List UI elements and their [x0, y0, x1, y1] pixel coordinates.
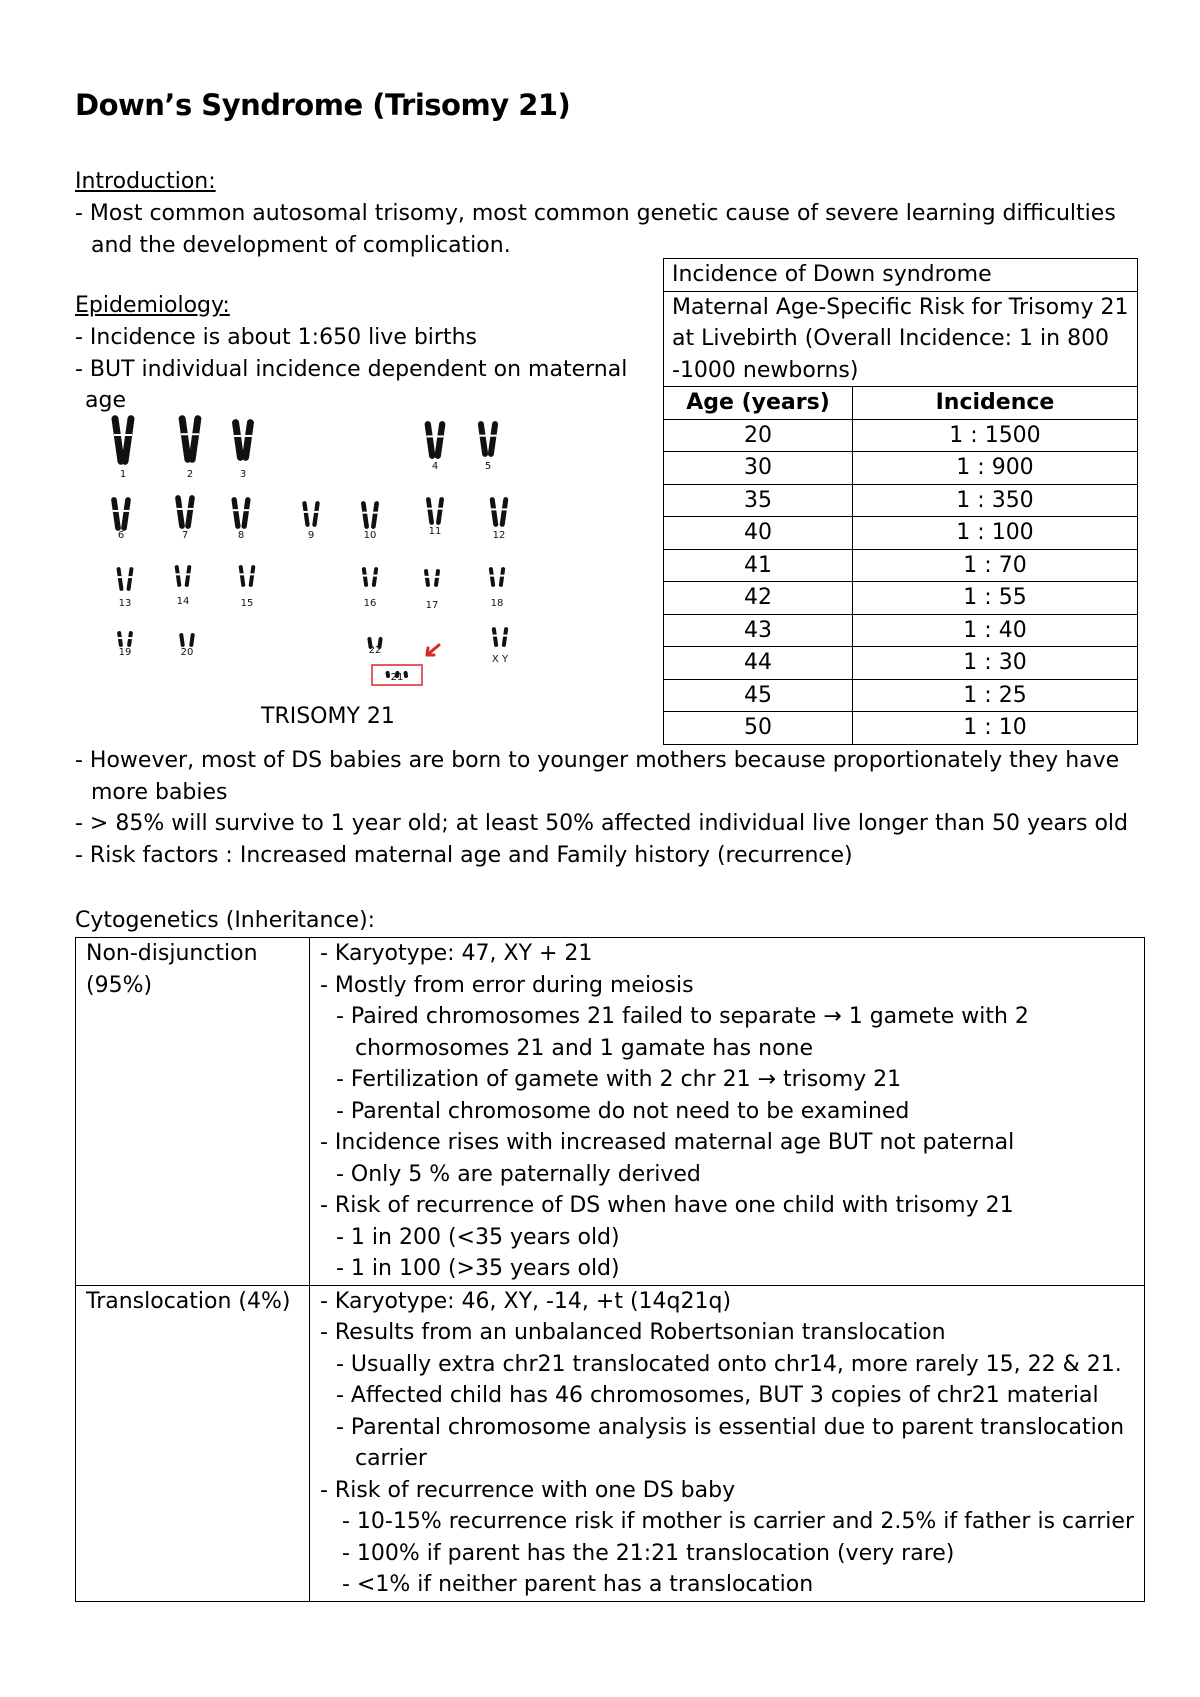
chromosome-shape [371, 501, 380, 529]
chromosome-number: 13 [118, 598, 132, 609]
chromosome-shape [188, 415, 202, 463]
body-line: more babies [91, 779, 228, 805]
table-row [664, 484, 1138, 517]
centromere-mark [493, 635, 498, 637]
age-cell: 50 [664, 712, 853, 745]
introduction-line: and the development of complication. [91, 232, 511, 258]
age-cell: 40 [664, 517, 853, 550]
chromosome-shape [175, 495, 185, 529]
translocation-label-cell [76, 1285, 310, 1601]
chromosome-shape [126, 567, 133, 591]
translocation-label: Translocation (4%) [86, 1288, 291, 1314]
incidence-cell: 1 : 25 [853, 679, 1138, 712]
table-row [664, 549, 1138, 582]
centromere-mark [118, 637, 123, 639]
chromosome-shape [488, 421, 499, 457]
centromere-mark [427, 508, 433, 510]
chromosome-number: 12 [492, 530, 506, 541]
additional-epidemiology [75, 745, 1145, 871]
table-row [664, 419, 1138, 452]
centromere-mark [436, 435, 443, 437]
chromosome-shape [385, 671, 390, 678]
centromere-mark [113, 510, 120, 512]
centromere-mark [191, 433, 199, 435]
chromosome-shape [121, 497, 131, 531]
centromere-mark [503, 635, 508, 637]
detail-line: carrier [354, 1446, 427, 1471]
cytogenetics-table [75, 937, 1145, 1602]
age-cell: 35 [664, 484, 853, 517]
incidence-cell: 1 : 350 [853, 484, 1138, 517]
chromosome-number: 15 [240, 598, 254, 609]
centromere-mark [118, 576, 123, 578]
table-row [664, 679, 1138, 712]
detail-line: chormosomes 21 and 1 gamate has none [354, 1035, 814, 1061]
detail-line: - Parental chromosome analysis is essential due to parent translocation [335, 1414, 1125, 1440]
incidence-table-subtitle: Maternal Age-Specific Risk for Trisomy 21 at Livebirth (Overall Incidence: 1 in 800 -1000 newborns) [664, 291, 1138, 387]
detail-line: - Karyotype: 46, XY, -14, +t (14q21q) [319, 1288, 732, 1314]
chromosome-number: 3 [239, 469, 247, 480]
chromosome-shape [185, 495, 195, 529]
chromosome-shape [361, 501, 370, 529]
centromere-mark [362, 512, 368, 514]
chromosome-number: 14 [176, 596, 190, 607]
chromosome-number: 11 [428, 526, 442, 537]
detail-line: - Parental chromosome do not need to be examined [335, 1098, 910, 1124]
centromere-mark [176, 573, 181, 575]
chromosome-shape [362, 567, 369, 587]
centromere-mark [490, 435, 497, 437]
chromosome-shape [179, 633, 185, 647]
table-row [664, 452, 1138, 485]
chromosome-shape [502, 627, 509, 647]
detail-line: - 10-15% recurrence risk if mother is carrier and 2.5% if father is carrier [341, 1509, 1134, 1534]
centromere-mark [240, 573, 245, 575]
page-title: Down’s Syndrome (Trisomy 21) [75, 88, 571, 122]
chromosome-shape [478, 421, 489, 457]
centromere-mark [372, 512, 378, 514]
chromosome-shape [302, 501, 310, 527]
centromere-mark [181, 433, 189, 435]
chromosome-number: 8 [237, 530, 245, 541]
chromosome-shape [238, 565, 245, 587]
incidence-cell: 1 : 40 [853, 614, 1138, 647]
chromosome-shape [403, 671, 408, 678]
centromere-mark [435, 576, 440, 578]
table-row [664, 517, 1138, 550]
chromosome-shape [116, 567, 123, 591]
centromere-mark [425, 576, 430, 578]
detail-line: - Results from an unbalanced Robertsonian translocation [319, 1320, 946, 1345]
detail-line: - 1 in 200 (<35 years old) [335, 1224, 620, 1250]
centromere-mark [234, 435, 242, 437]
red-arrow-icon [427, 645, 439, 655]
detail-line: - Risk of recurrence with one DS baby [319, 1477, 736, 1503]
detail-line: - Usually extra chr21 translocated onto chr14, more rarely 15, 22 & 21. [335, 1351, 1122, 1377]
introduction-section [75, 166, 1145, 261]
chromosome-number: 22 [368, 645, 382, 656]
chromosome-shape [184, 565, 191, 587]
chromosome-number: 20 [180, 647, 194, 658]
incidence-cell: 1 : 10 [853, 712, 1138, 745]
age-cell: 20 [664, 419, 853, 452]
epidemiology-section [75, 290, 655, 417]
introduction-heading: Introduction: [75, 169, 216, 194]
chromosome-number: 10 [363, 530, 377, 541]
chromosome-number: 9 [307, 530, 315, 541]
age-cell: 44 [664, 647, 853, 680]
chromosome-shape [424, 421, 436, 460]
chromosome-number: 16 [363, 598, 377, 609]
centromere-mark [128, 576, 133, 578]
detail-line: - Mostly from error during meiosis [319, 972, 694, 998]
body-line: - However, most of DS babies are born to younger mothers because proportionately they have [75, 748, 1120, 773]
epidemiology-line: - BUT individual incidence dependent on maternal [75, 356, 628, 382]
chromosome-shape [111, 497, 121, 531]
chromosome-shape [242, 419, 255, 462]
centromere-mark [128, 637, 133, 639]
centromere-mark [490, 575, 495, 577]
centromere-mark [437, 508, 443, 510]
centromere-mark [363, 575, 368, 577]
centromere-mark [177, 508, 184, 510]
nondisjunction-label: Non-disjunction [86, 941, 258, 966]
chromosome-shape [189, 633, 195, 647]
detail-line: - Incidence rises with increased maternal age BUT not paternal [319, 1130, 1015, 1155]
epidemiology-line: age [85, 388, 126, 413]
chromosome-shape [499, 567, 506, 587]
chromosome-shape [492, 627, 499, 647]
chromosome-number: 21 [390, 672, 404, 683]
centromere-mark [233, 509, 239, 511]
chromosome-shape [121, 415, 135, 465]
chromosome-number: 5 [484, 461, 492, 472]
incidence-cell: 1 : 70 [853, 549, 1138, 582]
chromosome-shape [248, 565, 255, 587]
chromosome-shape [241, 497, 251, 529]
epidemiology-line: - Incidence is about 1:650 live births [75, 325, 477, 350]
karyotype-caption: TRISOMY 21 [261, 704, 395, 729]
centromere-mark [124, 434, 132, 436]
incidence-cell: 1 : 900 [853, 452, 1138, 485]
chromosome-shape [489, 567, 496, 587]
detail-line: - 100% if parent has the 21:21 translocation (very rare) [341, 1540, 955, 1566]
chromosome-number: 7 [181, 530, 189, 541]
chromosome-shape [231, 497, 241, 529]
nondisjunction-detail-cell [309, 938, 1144, 1286]
incidence-table [663, 258, 1138, 745]
incidence-table-title: Incidence of Down syndrome [664, 259, 1138, 292]
centromere-mark [243, 509, 249, 511]
table-row [664, 582, 1138, 615]
chromosome-shape [174, 565, 181, 587]
chromosome-number: X Y [491, 654, 509, 665]
table-row [664, 712, 1138, 745]
centromere-mark [480, 435, 487, 437]
incidence-cell: 1 : 55 [853, 582, 1138, 615]
chromosome-shape [434, 569, 440, 587]
incidence-cell: 1 : 100 [853, 517, 1138, 550]
detail-line: - Fertilization of gamete with 2 chr 21 → trisomy 21 [335, 1067, 902, 1092]
introduction-line: - Most common autosomal trisomy, most common genetic cause of severe learning difficulties [75, 201, 1116, 226]
centromere-mark [313, 511, 318, 513]
chromosome-shape [434, 421, 446, 460]
incidence-col-incidence: Incidence [853, 387, 1138, 420]
detail-line: - 1 in 100 (>35 years old) [335, 1256, 620, 1281]
chromosome-shape [312, 501, 320, 527]
incidence-cell: 1 : 30 [853, 647, 1138, 680]
chromosome-number: 1 [119, 469, 127, 480]
chromosome-shape [436, 497, 445, 525]
epidemiology-heading: Epidemiology: [75, 293, 230, 318]
chromosome-shape [372, 567, 379, 587]
centromere-mark [244, 435, 252, 437]
chromosome-shape [426, 497, 435, 525]
detail-line: - Karyotype: 47, XY + 21 [319, 941, 593, 966]
age-cell: 45 [664, 679, 853, 712]
translocation-detail-cell [309, 1285, 1144, 1601]
chromosome-shape [499, 497, 508, 527]
table-row [76, 938, 1145, 1286]
chromosome-number: 18 [490, 598, 504, 609]
chromosome-number: 17 [425, 600, 439, 611]
chromosome-number: 4 [431, 461, 439, 472]
incidence-cell: 1 : 1500 [853, 419, 1138, 452]
detail-line: - Affected child has 46 chromosomes, BUT 3 copies of chr21 material [335, 1383, 1099, 1408]
nondisjunction-label-cell [76, 938, 310, 1286]
chromosome-number: 6 [117, 530, 125, 541]
centromere-mark [186, 573, 191, 575]
body-line: - > 85% will survive to 1 year old; at least 50% affected individual live longer than 50 years old [75, 811, 1129, 836]
chromosome-shape [424, 569, 430, 587]
table-row [664, 647, 1138, 680]
detail-line: - Risk of recurrence of DS when have one child with trisomy 21 [319, 1193, 1014, 1218]
cytogenetics-heading: Cytogenetics (Inheritance): [75, 908, 376, 933]
body-line: - Risk factors : Increased maternal age and Family history (recurrence) [75, 842, 853, 868]
table-row [76, 1285, 1145, 1601]
age-cell: 30 [664, 452, 853, 485]
detail-line: - Only 5 % are paternally derived [335, 1161, 701, 1187]
centromere-mark [501, 508, 507, 510]
centromere-mark [114, 434, 122, 436]
chromosome-number: 19 [118, 647, 132, 658]
karyotype-image [95, 415, 655, 735]
centromere-mark [426, 435, 433, 437]
incidence-col-age: Age (years) [664, 387, 853, 420]
chromosome-number: 2 [186, 469, 194, 480]
centromere-mark [123, 510, 130, 512]
centromere-mark [187, 508, 194, 510]
age-cell: 41 [664, 549, 853, 582]
centromere-mark [303, 511, 308, 513]
detail-line: - <1% if neither parent has a translocation [341, 1572, 814, 1597]
nondisjunction-percent: (95%) [86, 972, 153, 998]
chromosome-shape [489, 497, 498, 527]
age-cell: 42 [664, 582, 853, 615]
centromere-mark [500, 575, 505, 577]
centromere-mark [250, 573, 255, 575]
centromere-mark [373, 575, 378, 577]
age-cell: 43 [664, 614, 853, 647]
centromere-mark [491, 508, 497, 510]
table-row [664, 614, 1138, 647]
detail-line: - Paired chromosomes 21 failed to separate → 1 gamete with 2 [335, 1004, 1029, 1029]
